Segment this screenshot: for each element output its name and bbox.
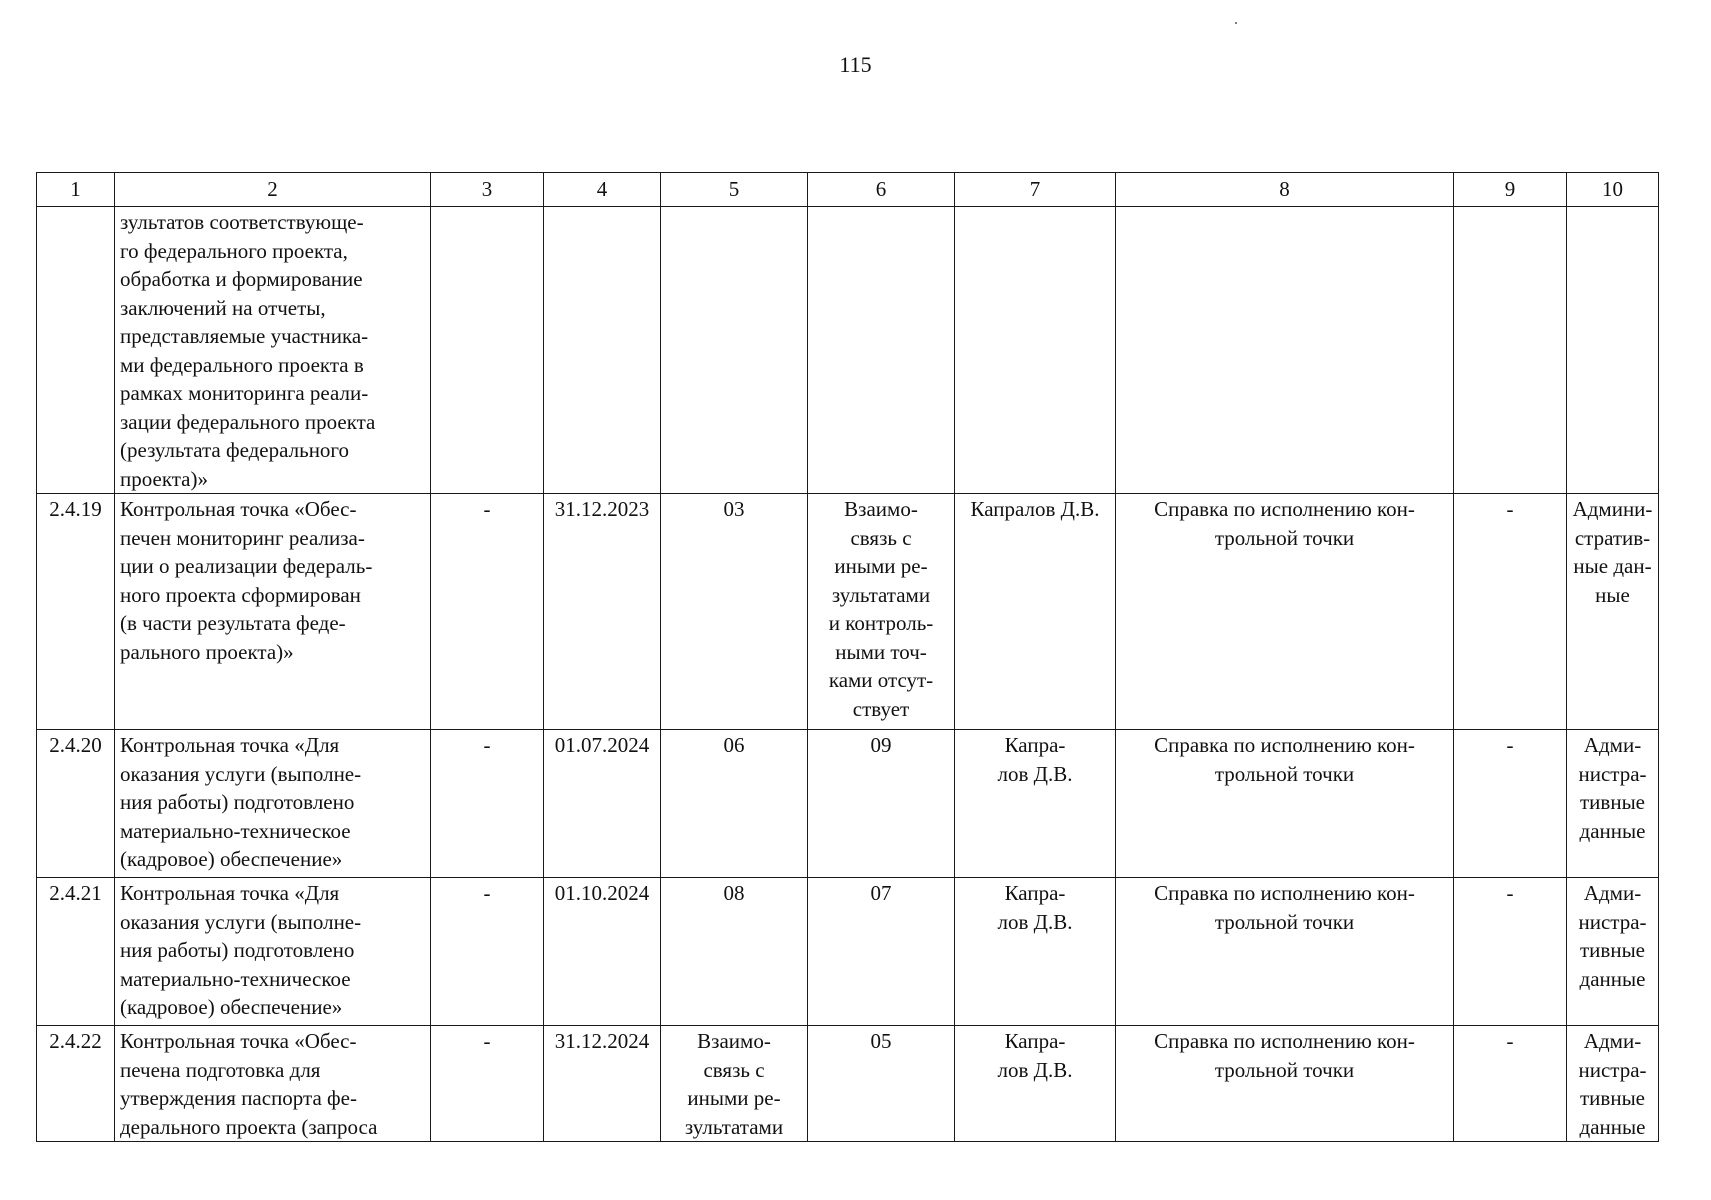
row-cell-3: - — [431, 494, 544, 730]
row-date: 01.07.2024 — [544, 730, 661, 878]
row-source: Адми- нистра- тивные данные — [1567, 878, 1659, 1026]
row-cell-6: 05 — [808, 1026, 955, 1142]
row-cell-3: - — [431, 730, 544, 878]
row-responsible: Капра- лов Д.В. — [955, 878, 1116, 1026]
column-header: 6 — [808, 173, 955, 207]
row-source: Адми- нистра- тивные данные — [1567, 1026, 1659, 1142]
row-cell-5: Взаимо- связь с иными ре- зультатами — [661, 1026, 808, 1142]
row-date: 31.12.2023 — [544, 494, 661, 730]
row-document — [1116, 207, 1454, 494]
row-cell-5: 08 — [661, 878, 808, 1026]
scan-speck — [1235, 22, 1237, 24]
row-source: Адми- нистра- тивные данные — [1567, 730, 1659, 878]
row-cell-6: 07 — [808, 878, 955, 1026]
row-source: Админи- стратив- ные дан- ные — [1567, 494, 1659, 730]
row-number — [37, 207, 115, 494]
row-cell-5 — [661, 207, 808, 494]
page-number: 115 — [839, 52, 872, 77]
row-number: 2.4.22 — [37, 1026, 115, 1142]
table-row — [37, 494, 1659, 730]
column-header: 5 — [661, 173, 808, 207]
row-document: Справка по исполнению кон- трольной точки — [1116, 878, 1454, 1026]
row-cell-9 — [1454, 207, 1567, 494]
column-header: 2 — [115, 173, 431, 207]
column-header: 7 — [955, 173, 1116, 207]
row-description: Контрольная точка «Обес- печена подготовка для утверждения паспорта фе- дерального проекта (запроса — [115, 1026, 431, 1142]
row-number: 2.4.19 — [37, 494, 115, 730]
row-responsible: Капралов Д.В. — [955, 494, 1116, 730]
row-number: 2.4.21 — [37, 878, 115, 1026]
row-cell-6: Взаимо- связь с иными ре- зультатами и контроль- ными точ- ками отсут- ствует — [808, 494, 955, 730]
column-header: 4 — [544, 173, 661, 207]
row-date: 01.10.2024 — [544, 878, 661, 1026]
column-header: 9 — [1454, 173, 1567, 207]
row-cell-6: 09 — [808, 730, 955, 878]
table-row — [37, 878, 1659, 1026]
row-source — [1567, 207, 1659, 494]
row-description: Контрольная точка «Для оказания услуги (выполне- ния работы) подготовлено материально-техническое (кадровое) обеспечение» — [115, 878, 431, 1026]
row-date: 31.12.2024 — [544, 1026, 661, 1142]
row-cell-9: - — [1454, 730, 1567, 878]
table-row — [37, 730, 1659, 878]
row-cell-3: - — [431, 1026, 544, 1142]
row-cell-5: 03 — [661, 494, 808, 730]
row-cell-5: 06 — [661, 730, 808, 878]
row-description: зультатов соответствующе- го федерального проекта, обработка и формирование заключений на отчеты, представляемые участника- ми федерального проекта в рамках мониторинга реали- зации федерального проекта (результата федерального проекта)» — [115, 207, 431, 494]
row-description: Контрольная точка «Для оказания услуги (выполне- ния работы) подготовлено материально-техническое (кадровое) обеспечение» — [115, 730, 431, 878]
row-date — [544, 207, 661, 494]
data-table — [36, 172, 1659, 1142]
row-cell-3 — [431, 207, 544, 494]
row-number: 2.4.20 — [37, 730, 115, 878]
row-responsible: Капра- лов Д.В. — [955, 1026, 1116, 1142]
row-cell-9: - — [1454, 1026, 1567, 1142]
column-header: 10 — [1567, 173, 1659, 207]
row-cell-3: - — [431, 878, 544, 1026]
row-cell-6 — [808, 207, 955, 494]
row-cell-9: - — [1454, 878, 1567, 1026]
row-responsible — [955, 207, 1116, 494]
column-header: 8 — [1116, 173, 1454, 207]
row-description: Контрольная точка «Обес- печен мониторинг реализа- ции о реализации федераль- ного проекта сформирован (в части результата феде- рального проекта)» — [115, 494, 431, 730]
row-cell-9: - — [1454, 494, 1567, 730]
table-row — [37, 207, 1659, 494]
column-header: 1 — [37, 173, 115, 207]
row-document: Справка по исполнению кон- трольной точки — [1116, 494, 1454, 730]
header-row — [37, 173, 1659, 207]
column-header: 3 — [431, 173, 544, 207]
table-row — [37, 1026, 1659, 1142]
row-document: Справка по исполнению кон- трольной точки — [1116, 1026, 1454, 1142]
row-responsible: Капра- лов Д.В. — [955, 730, 1116, 878]
row-document: Справка по исполнению кон- трольной точки — [1116, 730, 1454, 878]
